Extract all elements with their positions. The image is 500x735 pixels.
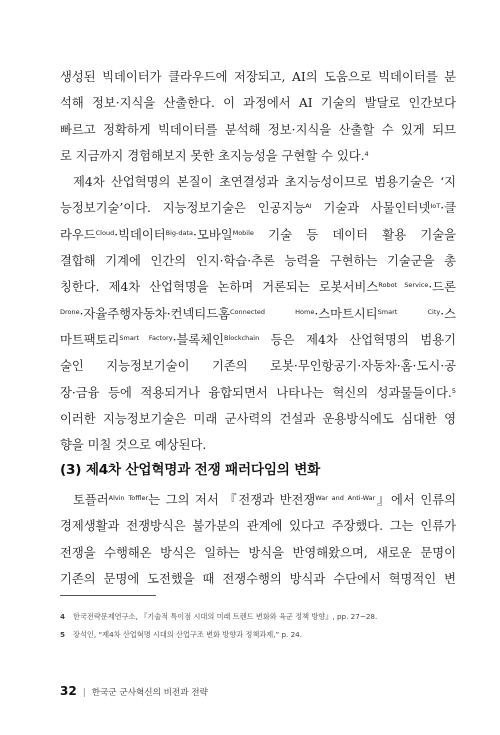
text-line: 전쟁을 수행해온 방식은 일하는 방식을 반영해왔으며, 새로운 문명이	[60, 545, 456, 560]
text-line: 향을 미칠 것으로 예상된다.	[60, 438, 207, 453]
english-term: Cloud	[95, 228, 115, 237]
page-footer	[60, 680, 208, 699]
footnote-ref[interactable]: 5	[451, 386, 456, 395]
english-term: Drone	[60, 307, 80, 316]
footnote	[60, 612, 377, 622]
text-line: 이러한 지능정보기술은 미래 군사력의 건설과 운용방식에도 심대한 영	[60, 411, 456, 426]
footnote-number: 5	[60, 630, 66, 639]
text-line: 결합해 기계에 인간의 인지·학습·추론 능력을 구현하는 기술군을 총	[60, 254, 456, 269]
text-line: 술인 지능정보기술이 기존의 로봇·무인항공기·자동차·홈·도시·공	[60, 359, 456, 374]
paragraph-a	[60, 64, 456, 458]
text-line: 라우드$^{Cloud}$·빅데이터$^{Big-data}$·모바일$^{Mobile}$ 기술 등 데이터 활용 기술을	[60, 227, 456, 242]
text-line: 장·금융 등에 적용되거나 융합되면서 나타나는 혁신의 성과물들이다.$^5$	[60, 385, 456, 400]
english-term: Smart Factory	[119, 333, 173, 342]
english-term: Robot Service	[378, 281, 429, 290]
english-term: AI	[305, 202, 312, 211]
footnote-text: 장석인, “제4차 산업혁명 시대의 산업구조 변화 방향과 정책과제,” p. 24.	[73, 630, 303, 639]
english-term: Big-data	[165, 228, 194, 237]
english-term: War and Anti-War	[315, 494, 376, 502]
text-line: 마트팩토리$^{Smart Factory}$·블록체인$^{Blockchain}$ 등은 제4차 산업혁명의 범용기	[60, 332, 456, 347]
english-term: Alvin Toffler	[108, 494, 149, 502]
footnote-ref[interactable]: 4	[364, 149, 369, 158]
text-line: $^{Drone}$·자율주행자동차·컨넥티드홈$^{Connected Home}$·스마트시티$^{Smart City}$·스	[60, 306, 456, 321]
text-line: 석해 정보·지식을 산출한다. 이 과정에서 AI 기술의 발달로 인간보다	[60, 96, 456, 111]
english-term: Connected Home	[230, 307, 315, 316]
book-title: 한국군 군사혁신의 비전과 전략	[91, 688, 208, 698]
footer-separator: |	[82, 688, 86, 698]
text-line: 로 지금까지 경험해보지 못한 초지능성을 구현할 수 있다.$^4$	[60, 148, 369, 163]
english-term: IoT	[430, 202, 441, 211]
text-line: 경제생활과 전쟁방식은 불가분의 관계에 있다고 주장했다. 그는 인류가	[60, 519, 456, 534]
footnote-number: 4	[60, 612, 66, 621]
text-line: 제4차 산업혁명의 본질이 초연결성과 초지능성이므로 범용기술은 ‘지	[73, 175, 456, 190]
text-line: 능정보기술’이다. 지능정보기술은 인공지능$^{AI}$ 기술과 사물인터넷$^{IoT}$·클	[60, 201, 456, 216]
footnote	[60, 630, 302, 640]
section-heading: (3) 제4차 산업혁명과 전쟁 패러다임의 변화	[60, 462, 321, 478]
text-line: 빠르고 정확하게 빅데이터를 분석해 정보·지식을 산출할 수 있게 되므	[60, 122, 456, 137]
english-term: Smart City	[377, 307, 441, 316]
text-line: 칭한다. 제4차 산업혁명을 논하며 거론되는 로봇서비스$^{Robot Service}$·드론	[60, 280, 456, 295]
paragraph-c	[60, 487, 456, 592]
page-number: 32	[60, 684, 77, 698]
text-line: 토플러$^{Alvin Toffler}$는 그의 저서 『전쟁과 반전쟁$^{War and Anti-War}$』에서 인류의	[73, 493, 456, 507]
english-term: Blockchain	[224, 333, 260, 342]
footnote-text: 한국전략문제연구소, 『기술적 특이점 시대의 미래 트렌드 변화와 육군 정책 방향』, pp. 27~28.	[73, 612, 378, 621]
footnote-divider	[60, 595, 156, 596]
text-line: 생성된 빅데이터가 클라우드에 저장되고, AI의 도움으로 빅데이터를 분	[60, 70, 456, 84]
english-term: Mobile	[232, 228, 254, 237]
text-line: 기존의 문명에 도전했을 때 전쟁수행의 방식과 수단에서 혁명적인 변	[60, 571, 456, 586]
